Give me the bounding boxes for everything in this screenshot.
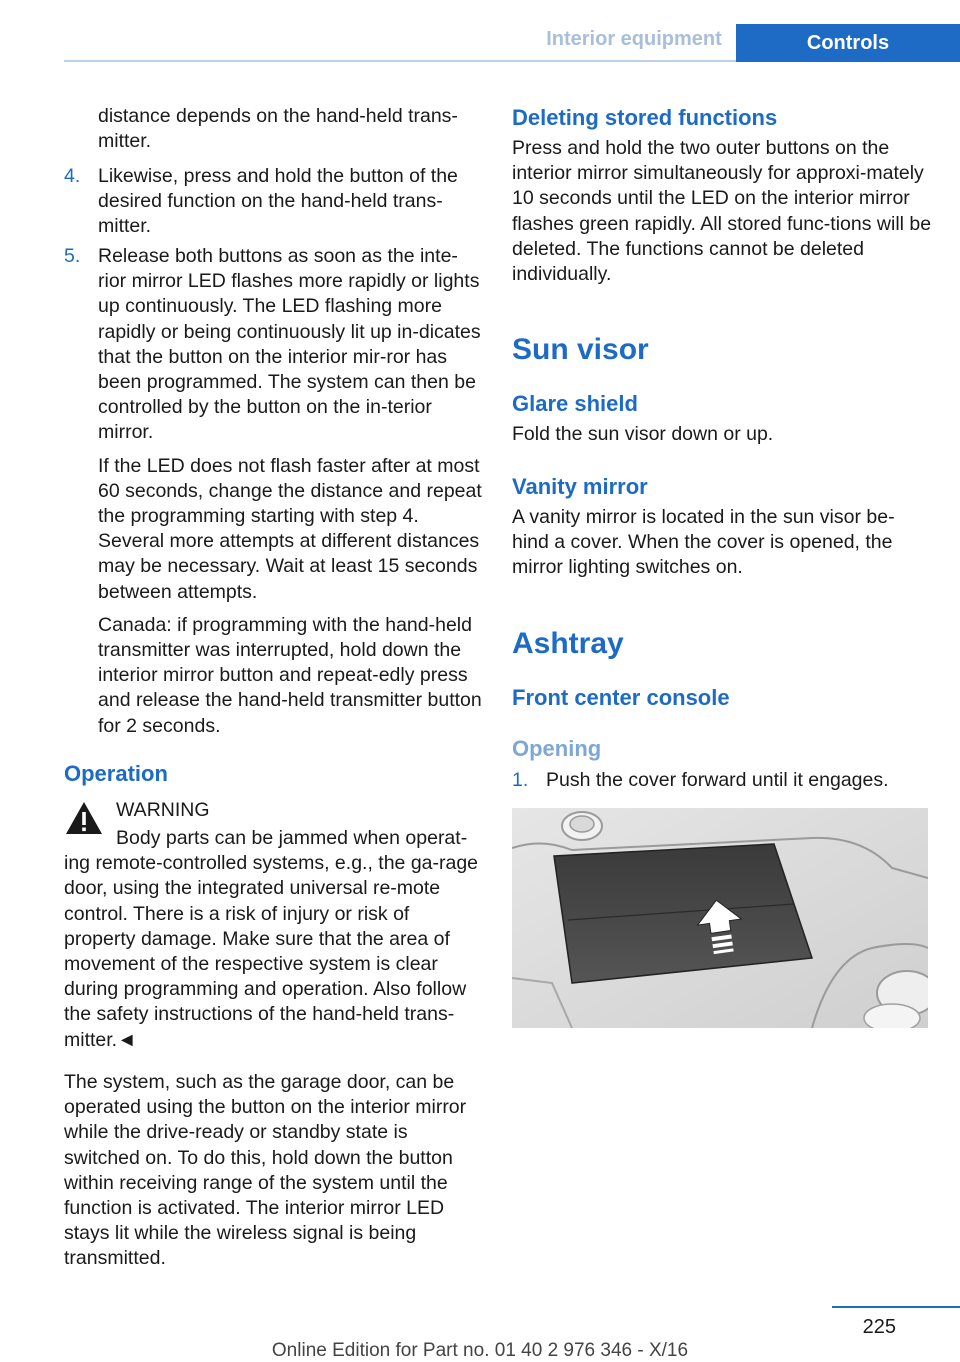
- step-5-canada-note: Canada: if programming with the hand-held transmitter was interrupted, hold down the interior mirror button and repeat-edly press and release the hand-held transmitter button for 2 seconds.: [98, 613, 482, 737]
- warning-text: Body parts can be jammed when operat-ing remote-controlled systems, e.g., the ga-rage door, using the integrated universal re-mote control. There is a risk of injury or risk of property damage. Make sure that the area of movement of the respective system is clear during programming and operation. Also follow the safety instructions of the hand-held trans-mitter.◄: [64, 827, 479, 1051]
- step-number: 4.: [64, 165, 81, 187]
- opening-heading: Opening: [512, 736, 602, 761]
- step-number: 5.: [64, 245, 81, 267]
- deleting-heading: Deleting stored functions: [512, 105, 778, 130]
- step-text: Release both buttons as soon as the inte-rior mirror LED flashes more rapidly or lights up continuously. The LED flashing more rapidly or being continuously lit up in-dicates that the button on the interior mir-ror has been programmed. The system can then be controlled by the button on the in-terior mirror.: [98, 245, 481, 444]
- operation-text: The system, such as the garage door, can be operated using the button on the interior mirror while the drive-ready or standby state is switched on. To do this, hold down the button within receiving range of the system until the function is activated. The interior mirror LED stays lit while the wireless signal is being transmitted.: [64, 1071, 467, 1270]
- header-chapter-tab: Controls: [736, 24, 960, 62]
- step-5-note: If the LED does not flash faster after at most 60 seconds, change the distance and repeat the programming starting with step 4. Several more attempts at different distances may be necessary. Wait at least 15 seconds between attempts.: [98, 454, 482, 603]
- sun-visor-heading: Sun visor: [512, 333, 649, 366]
- step-text: Likewise, press and hold the button of the desired function on the hand-held trans-mitter.: [98, 165, 458, 238]
- deleting-text: Press and hold the two outer buttons on the interior mirror simultaneously for approxi-mately 10 seconds until the LED on the interior mirror flashes green rapidly. All stored func-tions will be deleted. The functions cannot be deleted individually.: [512, 137, 932, 286]
- vanity-mirror-heading: Vanity mirror: [512, 474, 648, 499]
- glare-shield-heading: Glare shield: [512, 391, 638, 416]
- vanity-mirror-text: A vanity mirror is located in the sun visor be-hind a cover. When the cover is opened, the mirror lighting switches on.: [512, 506, 895, 579]
- step-number: 1.: [512, 769, 529, 791]
- glare-shield-text: Fold the sun visor down or up.: [512, 423, 774, 445]
- warning-label: WARNING: [116, 799, 210, 821]
- operation-heading: Operation: [64, 761, 168, 786]
- footer-rule: [832, 1306, 960, 1308]
- step-text: Push the cover forward until it engages.: [546, 769, 889, 791]
- edition-footer: Online Edition for Part no. 01 40 2 976 346 - X/16: [271, 1340, 689, 1361]
- page-number: 225: [862, 1316, 896, 1338]
- step-4: [64, 164, 482, 240]
- step-5: [64, 244, 482, 739]
- ashtray-heading: Ashtray: [512, 627, 624, 660]
- opening-step-1: [512, 768, 960, 793]
- header-section-title: Interior equipment: [546, 28, 722, 50]
- continued-text: distance depends on the hand-held trans- mitter.: [98, 105, 458, 153]
- front-center-console-heading: Front center console: [512, 685, 730, 710]
- ashtray-cover-illustration: [512, 808, 928, 1028]
